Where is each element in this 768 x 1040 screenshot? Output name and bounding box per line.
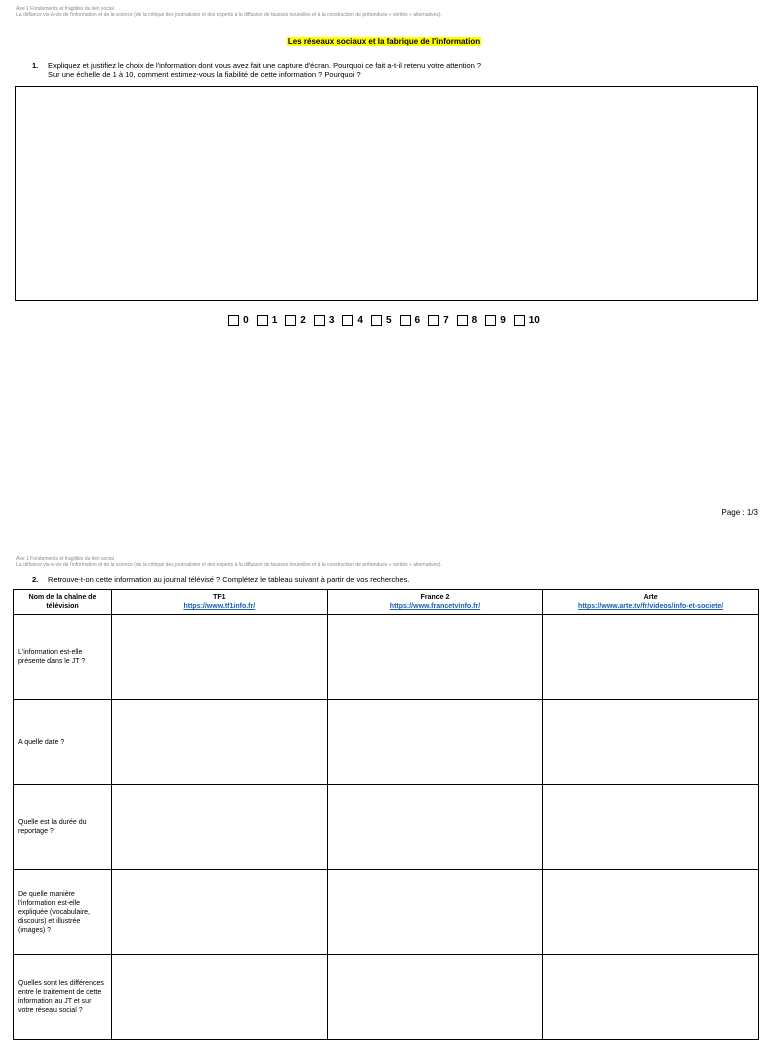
scale-option-label: 2 xyxy=(300,315,306,326)
checkbox[interactable] xyxy=(257,315,268,326)
table-row xyxy=(14,615,759,700)
table-row xyxy=(14,870,759,955)
scale-option-label: 6 xyxy=(414,315,421,326)
answer-cell-tf1[interactable] xyxy=(112,955,328,1040)
running-header-line1: Axe 1 Fondements et fragilités du lien social xyxy=(16,556,114,562)
page-number: Page : 1/3 xyxy=(721,508,758,517)
answer-cell-arte[interactable] xyxy=(543,870,759,955)
answer-cell-tf1[interactable] xyxy=(112,870,328,955)
row-label: A quelle date ? xyxy=(14,700,112,785)
document-title-wrapper xyxy=(0,31,768,49)
scale-option-label: 5 xyxy=(385,315,392,326)
running-header-line1: Axe 1 Fondements et fragilités du lien social xyxy=(16,6,114,12)
question-1-line1: Expliquez et justifiez le choix de l'information dont vous avez fait une capture d'écran. Pourquoi ce fait a-t-il retenu votre attention ? xyxy=(48,61,482,70)
answer-cell-tf1[interactable] xyxy=(112,700,328,785)
checkbox[interactable] xyxy=(314,315,325,326)
scale-option-1[interactable] xyxy=(257,315,278,326)
channel-name: France 2 xyxy=(420,594,450,601)
comparison-table xyxy=(13,589,759,1040)
checkbox[interactable] xyxy=(285,315,296,326)
answer-cell-france2[interactable] xyxy=(327,785,543,870)
question-1-number: 1. xyxy=(32,61,39,70)
channel-link-france2[interactable]: https://www.francetvinfo.fr/ xyxy=(389,603,481,610)
answer-cell-france2[interactable] xyxy=(327,700,543,785)
question-2 xyxy=(32,575,409,584)
scale-option-label: 4 xyxy=(357,315,363,326)
running-header-line2: La défiance vis-à-vis de l'information et de la science (de la critique des journalistes et des experts à la diffusion de fausses nouvelles et à la construction de prétendues « vérités » alternatives). xyxy=(16,12,442,18)
scale-option-label: 0 xyxy=(243,315,249,326)
scale-option-4[interactable] xyxy=(342,315,363,326)
checkbox[interactable] xyxy=(428,315,439,326)
answer-cell-arte[interactable] xyxy=(543,700,759,785)
answer-cell-france2[interactable] xyxy=(327,615,543,700)
scale-option-label: 9 xyxy=(500,315,506,326)
channel-link-tf1[interactable]: https://www.tf1info.fr/ xyxy=(183,603,256,610)
checkbox[interactable] xyxy=(457,315,468,326)
scale-option-6[interactable] xyxy=(400,315,421,326)
reliability-scale xyxy=(0,315,768,326)
table-row xyxy=(14,700,759,785)
scale-option-label: 10 xyxy=(528,315,540,326)
checkbox[interactable] xyxy=(485,315,496,326)
scale-option-label: 3 xyxy=(328,315,335,326)
channel-header-tf1 xyxy=(112,590,328,615)
row-label: Quelle est la durée du reportage ? xyxy=(14,785,112,870)
channel-header-arte xyxy=(543,590,759,615)
question-1-line2: Sur une échelle de 1 à 10, comment estimez-vous la fiabilité de cette information ? Pourquoi ? xyxy=(48,70,361,79)
row-label: De quelle manière l'information est-elle expliquée (vocabulaire, discours) et illustrée (images) ? xyxy=(14,870,112,955)
channel-header-france2 xyxy=(327,590,543,615)
scale-option-10[interactable] xyxy=(514,315,540,326)
row-label: L'information est-elle présente dans le JT ? xyxy=(14,615,112,700)
channel-link-arte[interactable]: https://www.arte.tv/fr/videos/info-et-societe/ xyxy=(578,603,724,610)
running-header-line2: La défiance vis-à-vis de l'information et de la science (de la critique des journalistes et des experts à la diffusion de fausses nouvelles et à la construction de prétendues « vérités » alternatives). xyxy=(16,562,442,568)
checkbox[interactable] xyxy=(371,315,382,326)
table-corner-header: Nom de la chaîne de télévision xyxy=(14,590,112,615)
table-header-row xyxy=(14,590,759,615)
answer-cell-france2[interactable] xyxy=(327,870,543,955)
scale-option-2[interactable] xyxy=(285,315,306,326)
scale-option-label: 7 xyxy=(443,315,449,326)
answer-cell-arte[interactable] xyxy=(543,955,759,1040)
question-2-text: Retrouve-t-on cette information au journal télévisé ? Complétez le tableau suivant à partir de vos recherches. xyxy=(48,575,410,584)
table-row xyxy=(14,955,759,1040)
channel-name: TF1 xyxy=(213,594,226,601)
checkbox[interactable] xyxy=(342,315,353,326)
document-title: Les réseaux sociaux et la fabrique de l'information xyxy=(287,37,481,46)
answer-box-question-1[interactable] xyxy=(15,86,758,301)
scale-option-label: 1 xyxy=(271,315,278,326)
scale-option-label: 8 xyxy=(471,315,478,326)
scale-option-5[interactable] xyxy=(371,315,392,326)
question-2-number: 2. xyxy=(32,575,39,584)
question-1 xyxy=(32,61,481,79)
checkbox[interactable] xyxy=(400,315,411,326)
row-label: Quelles sont les différences entre le traitement de cette information au JT et sur votre réseau social ? xyxy=(14,955,112,1040)
scale-option-8[interactable] xyxy=(457,315,478,326)
scale-option-7[interactable] xyxy=(428,315,449,326)
answer-cell-arte[interactable] xyxy=(543,785,759,870)
answer-cell-arte[interactable] xyxy=(543,615,759,700)
channel-name: Arte xyxy=(643,594,658,601)
checkbox[interactable] xyxy=(228,315,239,326)
checkbox[interactable] xyxy=(514,315,525,326)
scale-option-3[interactable] xyxy=(314,315,335,326)
answer-cell-tf1[interactable] xyxy=(112,785,328,870)
answer-cell-france2[interactable] xyxy=(327,955,543,1040)
scale-option-9[interactable] xyxy=(485,315,506,326)
answer-cell-tf1[interactable] xyxy=(112,615,328,700)
scale-option-0[interactable] xyxy=(228,315,249,326)
table-row xyxy=(14,785,759,870)
